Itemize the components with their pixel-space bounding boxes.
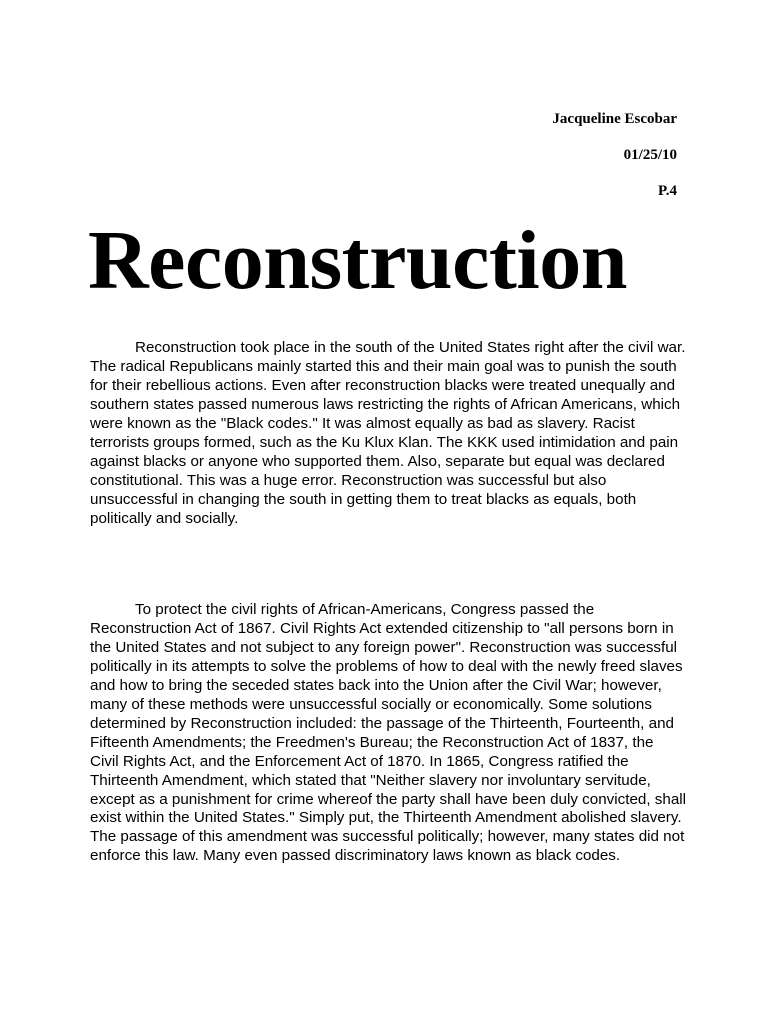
- paragraph-2: To protect the civil rights of African-Americans, Congress passed the Reconstruction Act of 1867. Civil Rights Act extended citizenship to "all persons born in the United States and not subject to any foreign power". Reconstruction was successful politically in its attempts to solve the problems of how to deal with the newly freed slaves and how to bring the seceded states back into the Union after the Civil War; however, many of these methods were unsuccessful socially or economically. Some solutions determined by Reconstruction included: the passage of the Thirteenth, Fourteenth, and Fifteenth Amendments; the Freedmen's Bureau; the Reconstruction Act of 1837, the Civil Rights Act, and the Enforcement Act of 1870. In 1865, Congress ratified the Thirteenth Amendment, which stated that "Neither slavery nor involuntary servitude, except as a punishment for crime whereof the party shall have been duly convicted, shall exist within the United States." Simply put, the Thirteenth Amendment abolished slavery. The passage of this amendment was successful politically; however, many states did not enforce this law. Many even passed discriminatory laws known as black codes.: [90, 601, 687, 865]
- author-name: Jacqueline Escobar: [552, 111, 677, 127]
- paragraph-1: Reconstruction took place in the south of the United States right after the civil war. The radical Republicans mainly started this and their main goal was to punish the south for their rebellious actions. Even after reconstruction blacks were treated unequally and southern states passed numerous laws restricting the rights of African Americans, which were known as the "Black codes." It was almost equally as bad as slavery. Racist terrorists groups formed, such as the Ku Klux Klan. The KKK used intimidation and pain against blacks or anyone who supported them. Also, separate but equal was declared constitutional. This was a huge error. Reconstruction was successful but also unsuccessful in changing the south in getting them to treat blacks as equals, both politically and socially.: [90, 339, 686, 527]
- class-period: P.4: [657, 183, 677, 199]
- page-title: Reconstruction: [88, 214, 627, 307]
- document-date: 01/25/10: [623, 147, 677, 163]
